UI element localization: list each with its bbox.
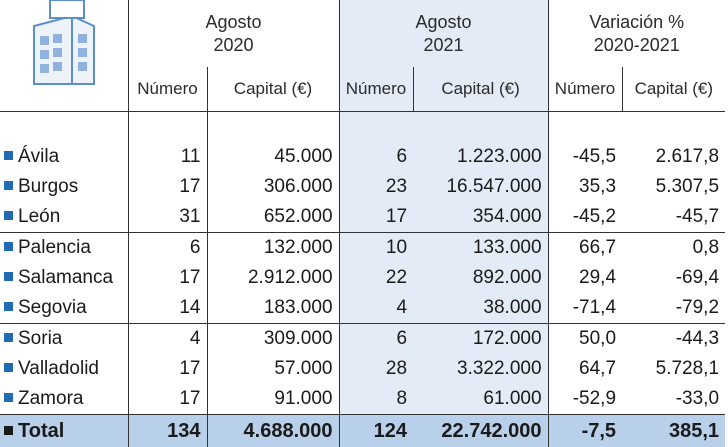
province-name: Ávila: [18, 146, 59, 167]
cell-vc: 5.307,5: [622, 172, 725, 202]
cell-vn: -7,5: [548, 415, 622, 447]
cell-n2020: 4: [128, 324, 207, 355]
subheader-numero-variation: Número: [548, 67, 622, 112]
header-2021-year: 2021: [340, 34, 548, 57]
province-cell: [0, 293, 128, 324]
cell-vn: -71,4: [548, 293, 622, 324]
table-row: [0, 142, 725, 172]
cell-n2020: 17: [128, 384, 207, 415]
table-row: [0, 263, 725, 293]
province-cell: [0, 384, 128, 415]
subheader-capital-variation: Capital (€): [622, 67, 725, 112]
cell-n2021: 6: [339, 142, 413, 172]
table-row: [0, 172, 725, 202]
table-row: [0, 293, 725, 324]
province-name: Total: [18, 420, 64, 442]
cell-vn: 50,0: [548, 324, 622, 355]
table-row: [0, 324, 725, 355]
province-cell: [0, 202, 128, 233]
cell-vn: -45,5: [548, 142, 622, 172]
subheader-numero-2021: Número: [339, 67, 413, 112]
province-cell: [0, 263, 128, 293]
cell-vn: 29,4: [548, 263, 622, 293]
cell-c2021: 3.322.000: [413, 354, 548, 384]
cell-c2020: 652.000: [207, 202, 339, 233]
cell-n2020: 6: [128, 233, 207, 264]
cell-vc: 0,8: [622, 233, 725, 264]
square-bullet-icon: [4, 426, 13, 435]
cell-c2021: 133.000: [413, 233, 548, 264]
province-name: Burgos: [18, 176, 78, 197]
cell-vn: 64,7: [548, 354, 622, 384]
province-name: Valladolid: [18, 358, 99, 379]
cell-c2020: 309.000: [207, 324, 339, 355]
table-row: [0, 384, 725, 415]
cell-n2021: 4: [339, 293, 413, 324]
cell-n2020: 17: [128, 172, 207, 202]
cell-n2021: 23: [339, 172, 413, 202]
cell-c2021: 1.223.000: [413, 142, 548, 172]
province-name: León: [18, 206, 60, 227]
cell-c2021: 22.742.000: [413, 415, 548, 447]
cell-c2021: 38.000: [413, 293, 548, 324]
cell-vc: 5.728,1: [622, 354, 725, 384]
cell-vc: -79,2: [622, 293, 725, 324]
cell-c2021: 61.000: [413, 384, 548, 415]
cell-c2020: 132.000: [207, 233, 339, 264]
cell-n2020: 31: [128, 202, 207, 233]
header-2020-period: Agosto: [129, 11, 339, 34]
cell-c2020: 57.000: [207, 354, 339, 384]
province-name: Zamora: [18, 388, 83, 409]
subheader-corner: [0, 67, 128, 112]
cell-n2020: 134: [128, 415, 207, 447]
header-variation-label: Variación %: [549, 11, 726, 34]
cell-vn: 66,7: [548, 233, 622, 264]
province-cell: [0, 233, 128, 264]
cell-n2021: 10: [339, 233, 413, 264]
square-bullet-icon: [4, 242, 13, 251]
cell-c2021: 354.000: [413, 202, 548, 233]
table-row: [0, 233, 725, 264]
header-variation-years: 2020-2021: [549, 34, 726, 57]
province-name: Segovia: [18, 297, 87, 318]
cell-n2021: 28: [339, 354, 413, 384]
province-name: Soria: [18, 328, 62, 349]
province-cell: [0, 415, 128, 447]
header-2021: [339, 0, 548, 67]
cell-vc: -33,0: [622, 384, 725, 415]
square-bullet-icon: [4, 181, 13, 190]
cell-vn: 35,3: [548, 172, 622, 202]
cell-n2020: 17: [128, 354, 207, 384]
cell-c2020: 91.000: [207, 384, 339, 415]
square-bullet-icon: [4, 393, 13, 402]
cell-n2020: 14: [128, 293, 207, 324]
cell-n2020: 11: [128, 142, 207, 172]
subheader-capital-2021: Capital (€): [413, 67, 548, 112]
header-variation: [548, 0, 725, 67]
cell-c2020: 4.688.000: [207, 415, 339, 447]
cell-c2021: 892.000: [413, 263, 548, 293]
cell-c2020: 306.000: [207, 172, 339, 202]
table-row: [0, 202, 725, 233]
province-cell: [0, 354, 128, 384]
cell-vc: 385,1: [622, 415, 725, 447]
table-body: [0, 112, 725, 447]
square-bullet-icon: [4, 211, 13, 220]
square-bullet-icon: [4, 272, 13, 281]
total-row: [0, 415, 725, 447]
square-bullet-icon: [4, 363, 13, 372]
province-cell: [0, 324, 128, 355]
subheader-capital-2020: Capital (€): [207, 67, 339, 112]
cell-vc: -45,7: [622, 202, 725, 233]
header-2020-year: 2020: [129, 34, 339, 57]
header-2020: [128, 0, 339, 67]
province-name: Palencia: [18, 237, 91, 258]
cell-vc: -44,3: [622, 324, 725, 355]
province-cell: [0, 142, 128, 172]
square-bullet-icon: [4, 333, 13, 342]
header-2021-period: Agosto: [340, 11, 548, 34]
province-name: Salamanca: [18, 267, 113, 288]
square-bullet-icon: [4, 302, 13, 311]
cell-c2021: 16.547.000: [413, 172, 548, 202]
cell-vn: -45,2: [548, 202, 622, 233]
cell-n2020: 17: [128, 263, 207, 293]
cell-c2020: 183.000: [207, 293, 339, 324]
table-row: [0, 354, 725, 384]
province-cell: [0, 172, 128, 202]
cell-n2021: 8: [339, 384, 413, 415]
cell-vn: -52,9: [548, 384, 622, 415]
square-bullet-icon: [4, 151, 13, 160]
cell-vc: 2.617,8: [622, 142, 725, 172]
cell-n2021: 6: [339, 324, 413, 355]
cell-c2021: 172.000: [413, 324, 548, 355]
cell-c2020: 2.912.000: [207, 263, 339, 293]
cell-c2020: 45.000: [207, 142, 339, 172]
cell-n2021: 22: [339, 263, 413, 293]
cell-n2021: 124: [339, 415, 413, 447]
corner-cell: [0, 0, 128, 67]
cell-n2021: 17: [339, 202, 413, 233]
subheader-numero-2020: Número: [128, 67, 207, 112]
cell-vc: -69,4: [622, 263, 725, 293]
